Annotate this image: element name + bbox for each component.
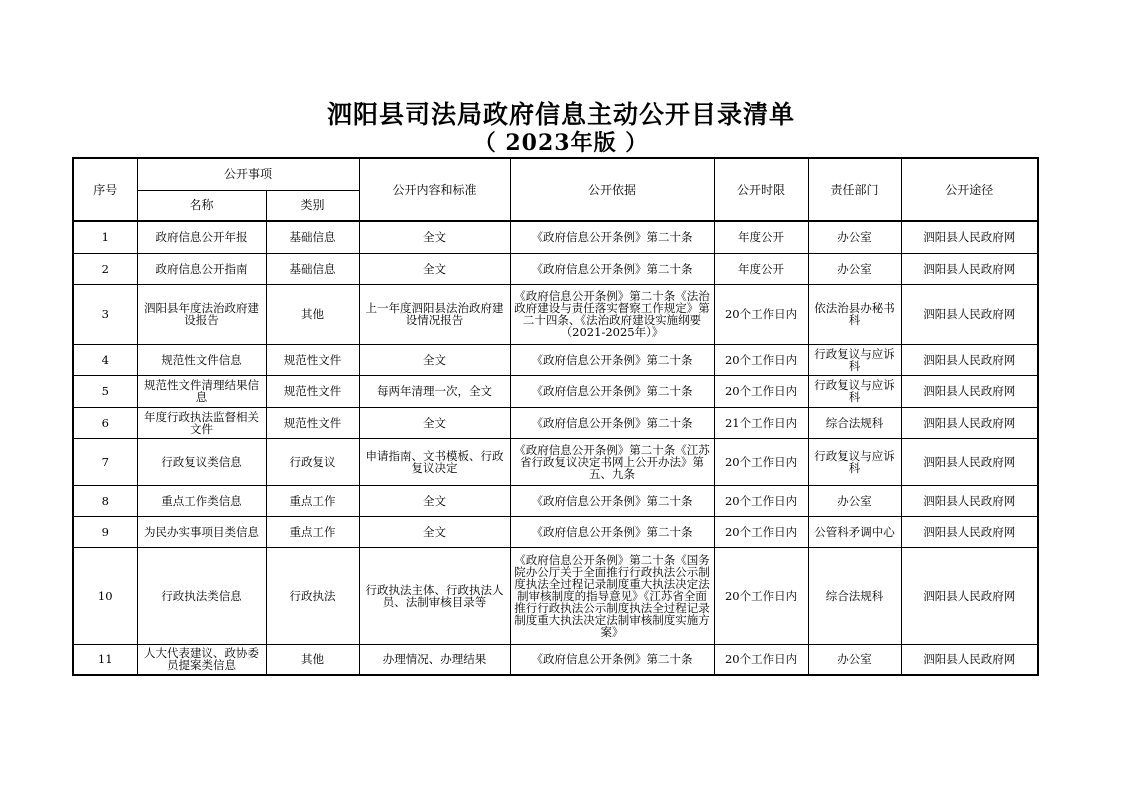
- row-seq: 1: [73, 221, 137, 253]
- header-seq: 序号: [73, 158, 137, 221]
- row-department: 综合法规科: [808, 407, 901, 438]
- table-row: [73, 516, 1038, 547]
- row-seq: 10: [73, 547, 137, 644]
- row-name: 为民办实事项目类信息: [137, 516, 266, 547]
- row-time-limit: 20个工作日内: [714, 438, 808, 485]
- row-seq: 7: [73, 438, 137, 485]
- row-seq: 2: [73, 253, 137, 284]
- table-row: [73, 407, 1038, 438]
- header-channel: 公开途径: [901, 158, 1038, 221]
- row-basis: 《政府信息公开条例》第二十条《江苏省行政复议决定书网上公开办法》第五、九条: [510, 438, 714, 485]
- row-channel: 泗阳县人民政府网: [901, 344, 1038, 375]
- row-basis: 《政府信息公开条例》第二十条: [510, 344, 714, 375]
- row-name: 政府信息公开年报: [137, 221, 266, 253]
- table-row: [73, 485, 1038, 516]
- row-time-limit: 20个工作日内: [714, 485, 808, 516]
- row-name: 泗阳县年度法治政府建设报告: [137, 284, 266, 344]
- row-category: 其他: [266, 644, 359, 675]
- row-content: 申请指南、文书模板、行政复议决定: [359, 438, 510, 485]
- table-row: [73, 547, 1038, 644]
- row-content: 每两年清理一次，全文: [359, 375, 510, 407]
- row-time-limit: 20个工作日内: [714, 644, 808, 675]
- row-basis: 《政府信息公开条例》第二十条: [510, 516, 714, 547]
- table-row: [73, 438, 1038, 485]
- header-item-group: 公开事项: [137, 158, 359, 190]
- table-row: [73, 344, 1038, 375]
- row-channel: 泗阳县人民政府网: [901, 375, 1038, 407]
- row-name: 规范性文件信息: [137, 344, 266, 375]
- row-time-limit: 20个工作日内: [714, 284, 808, 344]
- row-seq: 11: [73, 644, 137, 675]
- table-header: [73, 158, 1038, 221]
- row-department: 办公室: [808, 253, 901, 284]
- row-basis: 《政府信息公开条例》第二十条: [510, 221, 714, 253]
- header-name: 名称: [137, 190, 266, 221]
- row-department: 依法治县办秘书科: [808, 284, 901, 344]
- document-title: 泗阳县司法局政府信息主动公开目录清单: [326, 100, 795, 129]
- row-name: 重点工作类信息: [137, 485, 266, 516]
- row-channel: 泗阳县人民政府网: [901, 516, 1038, 547]
- row-category: 重点工作: [266, 485, 359, 516]
- row-name: 年度行政执法监督相关文件: [137, 407, 266, 438]
- row-basis: 《政府信息公开条例》第二十条: [510, 375, 714, 407]
- row-time-limit: 20个工作日内: [714, 516, 808, 547]
- row-time-limit: 20个工作日内: [714, 547, 808, 644]
- row-category: 规范性文件: [266, 407, 359, 438]
- row-content: 全文: [359, 407, 510, 438]
- table-row: [73, 253, 1038, 284]
- header-category: 类别: [266, 190, 359, 221]
- row-channel: 泗阳县人民政府网: [901, 644, 1038, 675]
- row-content: 全文: [359, 221, 510, 253]
- table-row: [73, 644, 1038, 675]
- row-content: 行政执法主体、行政执法人员、法制审核目录等: [359, 547, 510, 644]
- row-time-limit: 年度公开: [714, 221, 808, 253]
- row-basis: 《政府信息公开条例》第二十条: [510, 644, 714, 675]
- row-category: 其他: [266, 284, 359, 344]
- row-channel: 泗阳县人民政府网: [901, 407, 1038, 438]
- row-name: 政府信息公开指南: [137, 253, 266, 284]
- row-time-limit: 20个工作日内: [714, 375, 808, 407]
- row-department: 办公室: [808, 221, 901, 253]
- row-channel: 泗阳县人民政府网: [901, 284, 1038, 344]
- table-row: [73, 284, 1038, 344]
- row-category: 重点工作: [266, 516, 359, 547]
- table-row: [73, 375, 1038, 407]
- row-seq: 6: [73, 407, 137, 438]
- row-channel: 泗阳县人民政府网: [901, 438, 1038, 485]
- row-seq: 8: [73, 485, 137, 516]
- row-basis: 《政府信息公开条例》第二十条: [510, 253, 714, 284]
- row-basis: 《政府信息公开条例》第二十条《法治政府建设与责任落实督察工作规定》第二十四条、《法治政府建设实施纲要（2021-2025年）》: [510, 284, 714, 344]
- row-category: 行政执法: [266, 547, 359, 644]
- row-channel: 泗阳县人民政府网: [901, 253, 1038, 284]
- row-content: 上一年度泗阳县法治政府建设情况报告: [359, 284, 510, 344]
- row-seq: 4: [73, 344, 137, 375]
- row-channel: 泗阳县人民政府网: [901, 547, 1038, 644]
- row-name: 行政复议类信息: [137, 438, 266, 485]
- row-content: 全文: [359, 344, 510, 375]
- row-department: 行政复议与应诉科: [808, 375, 901, 407]
- row-basis: 《政府信息公开条例》第二十条: [510, 485, 714, 516]
- row-content: 办理情况、办理结果: [359, 644, 510, 675]
- row-category: 基础信息: [266, 253, 359, 284]
- row-time-limit: 21个工作日内: [714, 407, 808, 438]
- row-department: 办公室: [808, 485, 901, 516]
- row-basis: 《政府信息公开条例》第二十条: [510, 407, 714, 438]
- table-row: [73, 221, 1038, 253]
- catalog-table: [72, 157, 1039, 676]
- row-department: 综合法规科: [808, 547, 901, 644]
- header-time-limit: 公开时限: [714, 158, 808, 221]
- table-body: [73, 221, 1038, 675]
- header-content: 公开内容和标准: [359, 158, 510, 221]
- row-category: 规范性文件: [266, 344, 359, 375]
- row-category: 行政复议: [266, 438, 359, 485]
- row-channel: 泗阳县人民政府网: [901, 221, 1038, 253]
- row-department: 行政复议与应诉科: [808, 438, 901, 485]
- row-category: 基础信息: [266, 221, 359, 253]
- row-basis: 《政府信息公开条例》第二十条《国务院办公厅关于全面推行行政执法公示制度执法全过程记录制度重大执法决定法制审核制度的指导意见》《江苏省全面推行行政执法公示制度执法全过程记录制度重大执法决定法制审核制度实施方案》: [510, 547, 714, 644]
- row-content: 全文: [359, 253, 510, 284]
- row-content: 全文: [359, 485, 510, 516]
- row-department: 行政复议与应诉科: [808, 344, 901, 375]
- header-basis: 公开依据: [510, 158, 714, 221]
- row-name: 行政执法类信息: [137, 547, 266, 644]
- document-subtitle: （ 2023年版 ）: [473, 130, 649, 156]
- row-department: 办公室: [808, 644, 901, 675]
- row-name: 人大代表建议、政协委员提案类信息: [137, 644, 266, 675]
- row-content: 全文: [359, 516, 510, 547]
- row-time-limit: 年度公开: [714, 253, 808, 284]
- row-seq: 9: [73, 516, 137, 547]
- header-department: 责任部门: [808, 158, 901, 221]
- row-department: 公管科矛调中心: [808, 516, 901, 547]
- row-time-limit: 20个工作日内: [714, 344, 808, 375]
- row-channel: 泗阳县人民政府网: [901, 485, 1038, 516]
- row-seq: 5: [73, 375, 137, 407]
- row-category: 规范性文件: [266, 375, 359, 407]
- row-name: 规范性文件清理结果信息: [137, 375, 266, 407]
- row-seq: 3: [73, 284, 137, 344]
